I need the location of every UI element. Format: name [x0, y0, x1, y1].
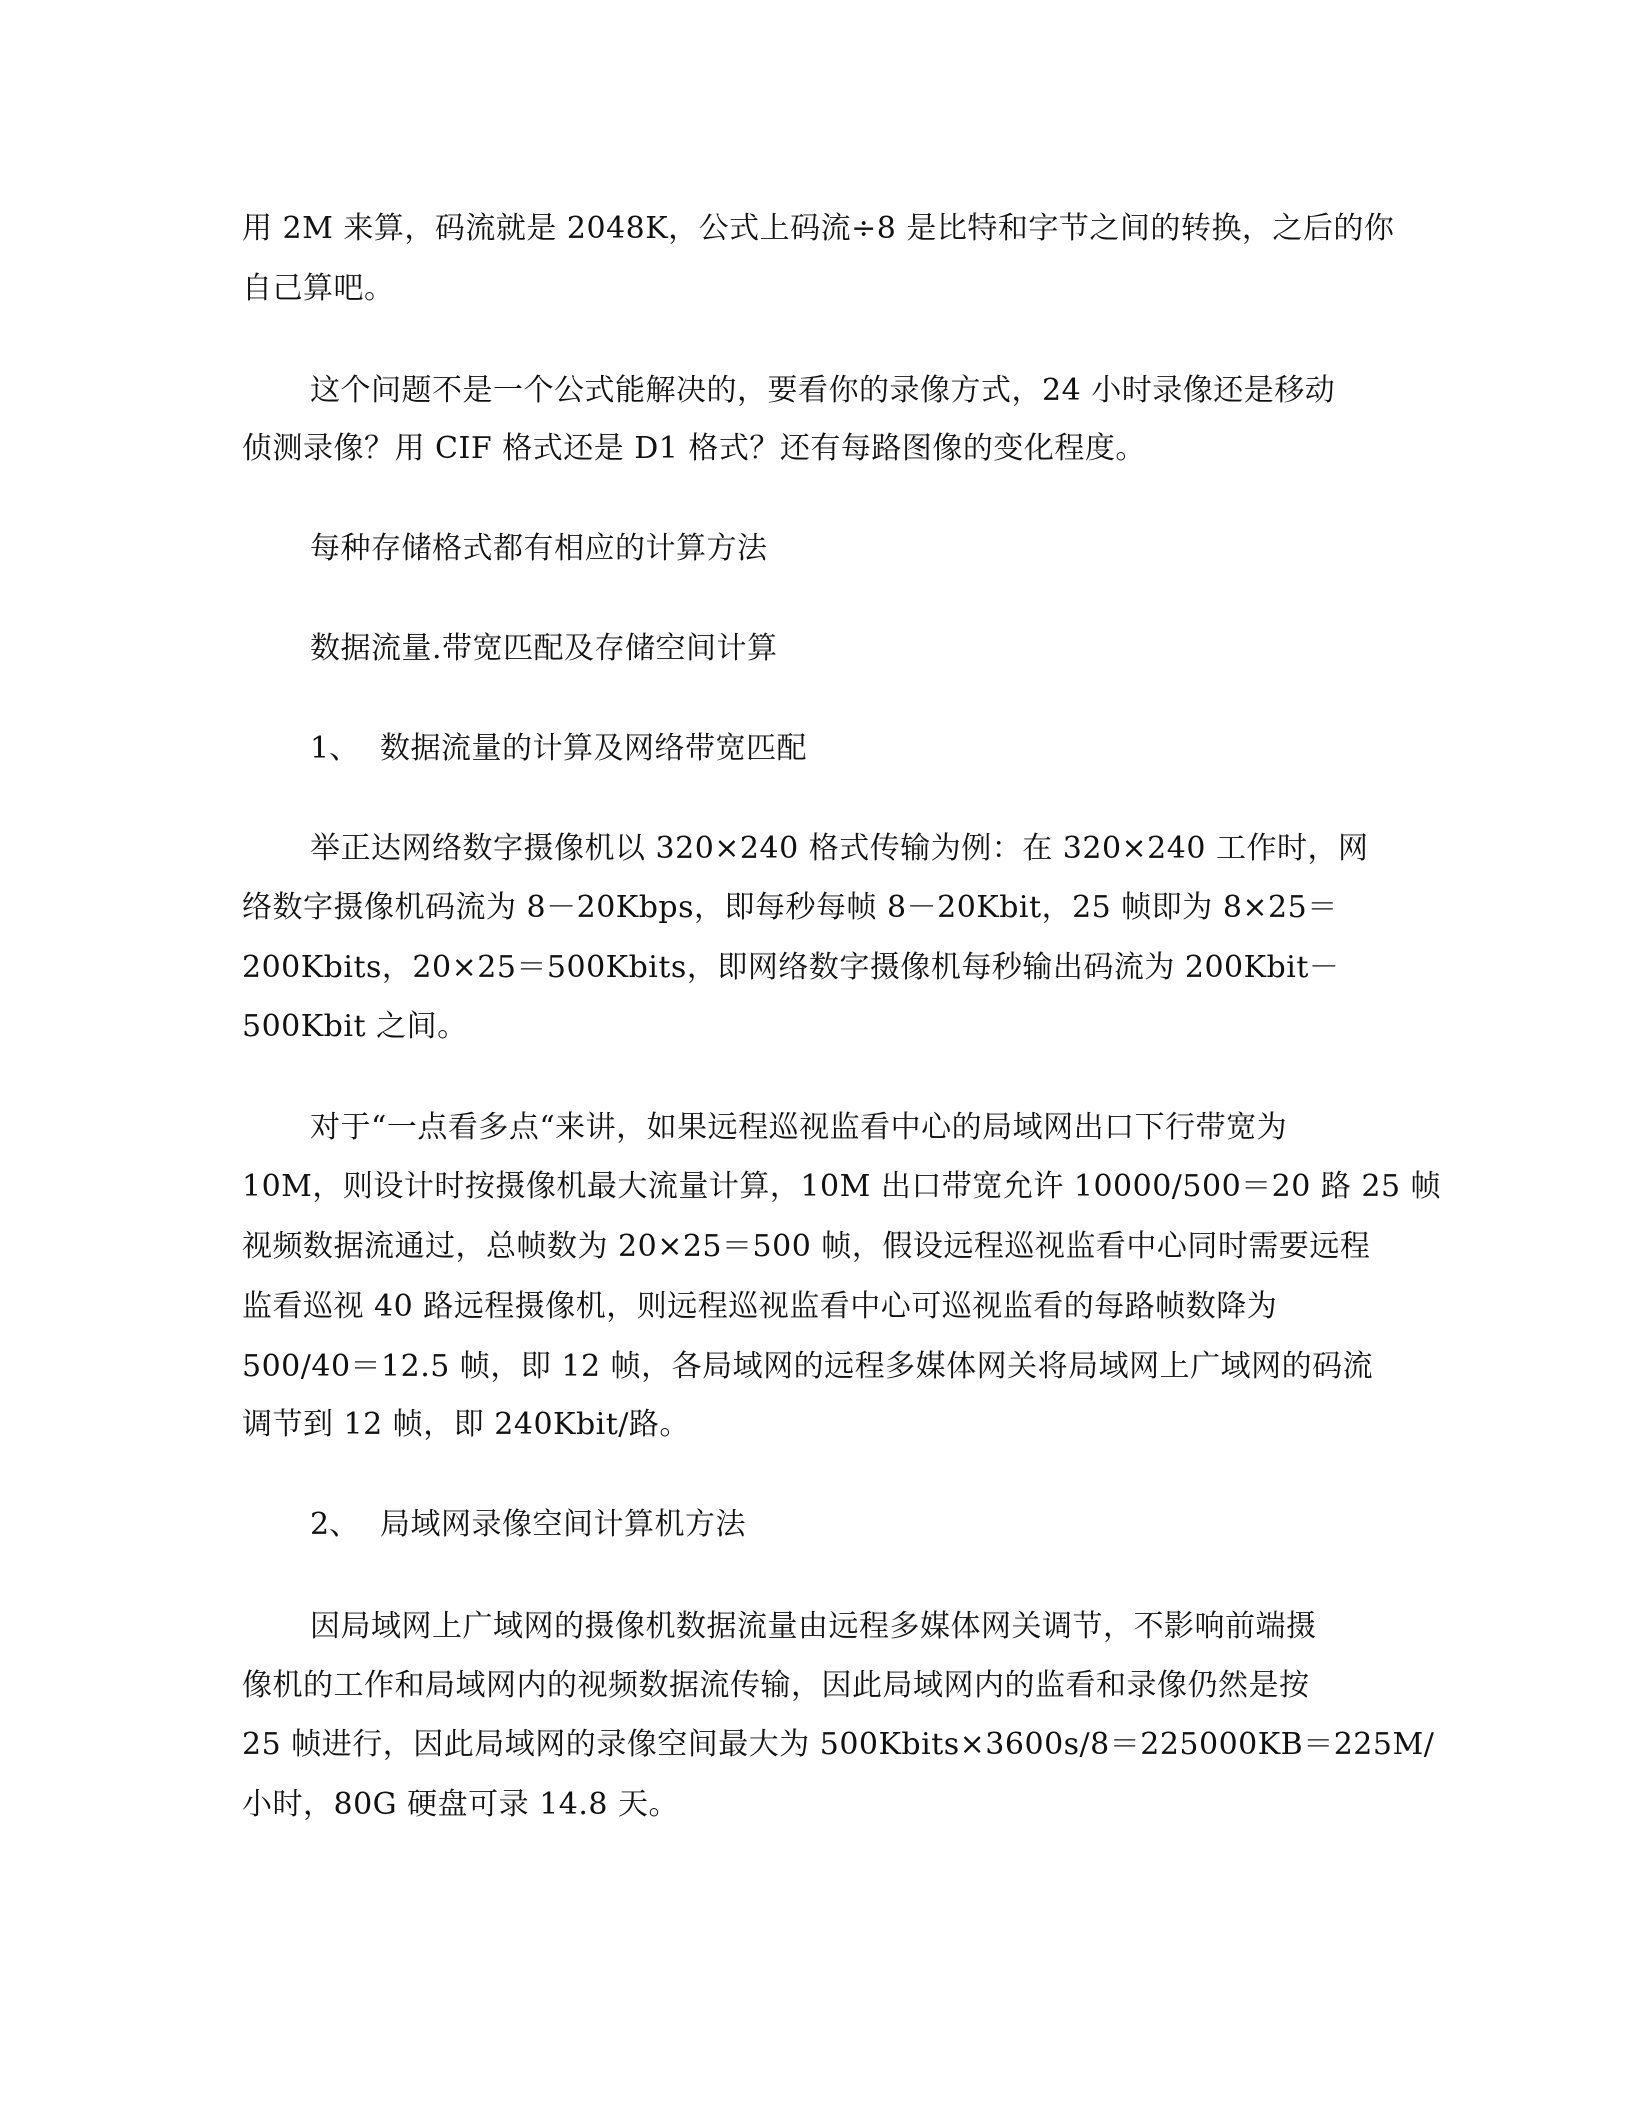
paragraph-2-line-2: 侦测录像？用 CIF 格式还是 D1 格式？还有每路图像的变化程度。	[242, 431, 1146, 466]
paragraph-1-line-2: 自己算吧。	[242, 271, 395, 306]
paragraph-1-line-1: 用 2M 来算，码流就是 2048K，公式上码流÷8 是比特和字节之间的转换，之后的你	[242, 211, 1395, 246]
paragraph-3-line-1: 每种存储格式都有相应的计算方法	[310, 531, 768, 566]
paragraph-6-line-1: 对于“一点看多点“来讲，如果远程巡视监看中心的局域网出口下行带宽为	[310, 1110, 1288, 1145]
paragraph-7-line-3: 25 帧进行，因此局域网的录像空间最大为 500Kbits×3600s/8＝225000KB＝225M/	[242, 1727, 1435, 1762]
paragraph-5-line-3: 200Kbits，20×25＝500Kbits，即网络数字摄像机每秒输出码流为 200Kbit－	[242, 950, 1340, 985]
paragraph-7-line-2: 像机的工作和局域网内的视频数据流传输，因此局域网内的监看和录像仍然是按	[242, 1668, 1310, 1703]
paragraph-7-line-4: 小时，80G 硬盘可录 14.8 天。	[242, 1787, 680, 1822]
paragraph-6-line-2: 10M，则设计时按摄像机最大流量计算，10M 出口带宽允许 10000/500＝20 路 25 帧	[242, 1169, 1442, 1204]
paragraph-6-line-6: 调节到 12 帧，即 240Kbit/路。	[242, 1407, 690, 1442]
paragraph-6-line-3: 视频数据流通过，总帧数为 20×25＝500 帧，假设远程巡视监看中心同时需要远程	[242, 1229, 1371, 1264]
paragraph-7-line-1: 因局域网上广域网的摄像机数据流量由远程多媒体网关调节，不影响前端摄	[310, 1609, 1317, 1644]
paragraph-5-line-2: 络数字摄像机码流为 8－20Kbps，即每秒每帧 8－20Kbit，25 帧即为 8×25＝	[242, 890, 1338, 925]
section-title: 数据流量.带宽匹配及存储空间计算	[310, 631, 778, 666]
paragraph-6-line-4: 监看巡视 40 路远程摄像机，则远程巡视监看中心可巡视监看的每路帧数降为	[242, 1289, 1278, 1324]
heading-2-text: 局域网录像空间计算机方法	[380, 1507, 746, 1542]
paragraph-5-line-1: 举正达网络数字摄像机以 320×240 格式传输为例：在 320×240 工作时，网	[310, 831, 1369, 866]
heading-2-number: 2、	[310, 1507, 360, 1542]
heading-1-number: 1、	[310, 731, 360, 766]
heading-1-text: 数据流量的计算及网络带宽匹配	[380, 731, 807, 766]
paragraph-6-line-5: 500/40＝12.5 帧，即 12 帧，各局域网的远程多媒体网关将局域网上广域网的码流	[242, 1349, 1374, 1384]
paragraph-5-line-4: 500Kbit 之间。	[242, 1009, 468, 1044]
paragraph-2-line-1: 这个问题不是一个公式能解决的，要看你的录像方式，24 小时录像还是移动	[310, 373, 1336, 408]
